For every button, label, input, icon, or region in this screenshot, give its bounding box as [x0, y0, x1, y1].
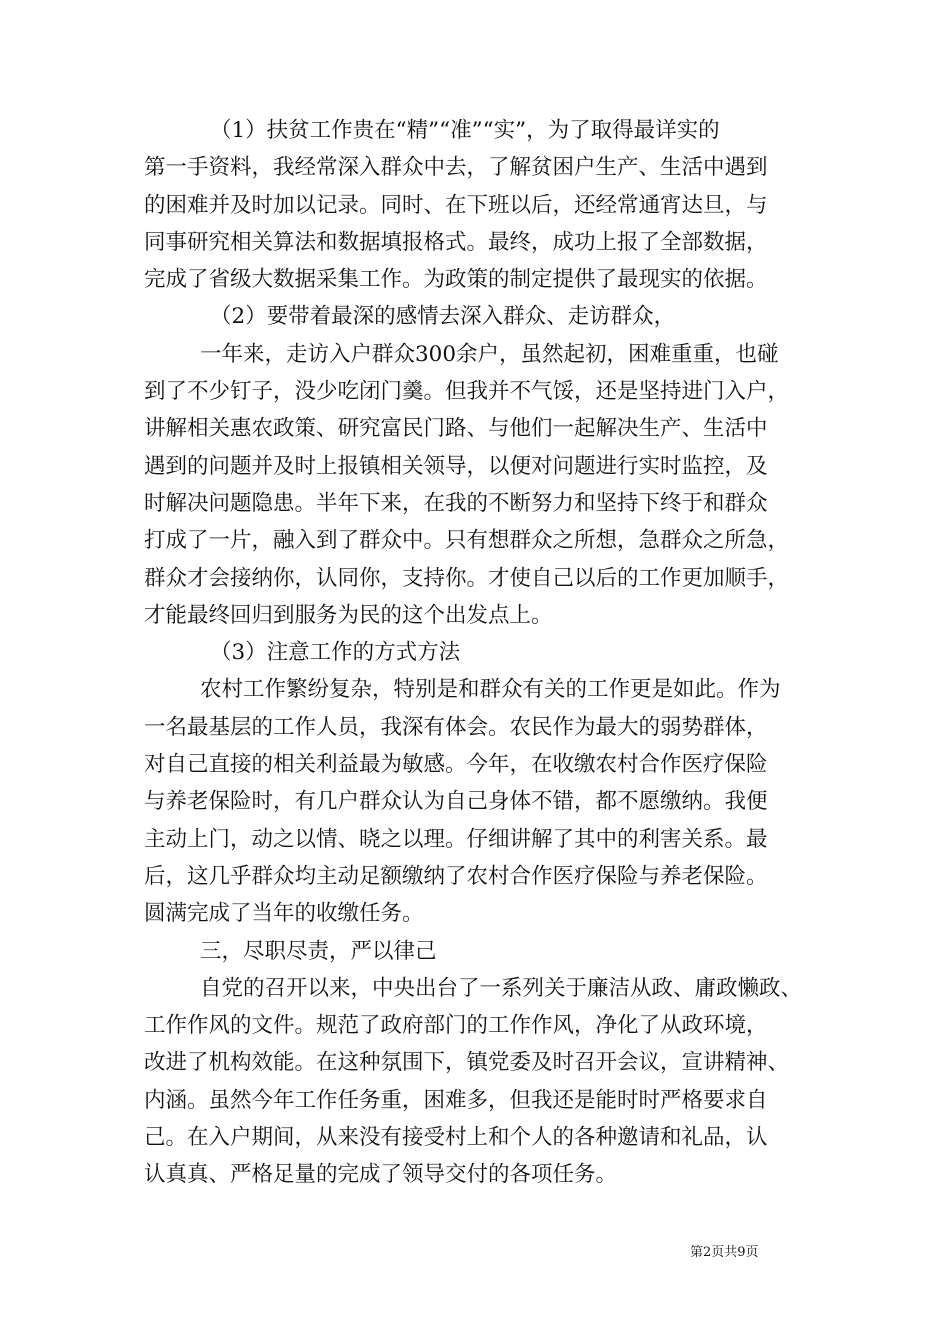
text-line: 后，这几乎群众均主动足额缴纳了农村合作医疗保险与养老保险。 [144, 863, 768, 889]
text-line: 到了不少钉子，没少吃闭门羹。但我并不气馁，还是坚持进门入户， [144, 379, 790, 405]
text-line: 才能最终回归到服务为民的这个出发点上。 [144, 602, 553, 628]
text-line: 第一手资料，我经常深入群众中去，了解贫困户生产、生活中遇到 [144, 155, 768, 181]
paragraph-3 [144, 336, 808, 634]
text-line: 自党的召开以来，中央出台了一系列关于廉洁从政、庸政懒政、 [200, 975, 803, 1001]
text-line: 内涵。虽然今年工作任务重，困难多，但我还是能时时严格要求自 [144, 1087, 768, 1113]
text-line: （1）扶贫工作贵在“精”“准”“实”，为了取得最详实的 [210, 118, 720, 143]
text-line: 圆满完成了当年的收缴任务。 [144, 901, 424, 927]
text-line: 一年来，走访入户群众300余户，虽然起初，困难重重，也碰 [200, 341, 779, 367]
text-line: 时解决问题隐患。半年下来，在我的不断努力和坚持下终于和群众 [144, 490, 768, 516]
text-line: 群众才会接纳你，认同你，支持你。才使自己以后的工作更加顺手， [144, 565, 790, 591]
text-line: 认真真、严格足量的完成了领导交付的各项任务。 [144, 1162, 618, 1188]
body-text [144, 112, 808, 1194]
text-line: 与养老保险时，有几户群众认为自己身体不错，都不愿缴纳。我便 [144, 789, 768, 815]
paragraph-2-heading [144, 298, 808, 335]
paragraph-1 [144, 112, 808, 298]
text-line: 对自己直接的相关利益最为敏感。今年，在收缴农村合作医疗保险 [144, 752, 768, 778]
text-line: 农村工作繁纷复杂，特别是和群众有关的工作更是如此。作为 [200, 677, 781, 703]
text-line: （3）注意工作的方式方法 [210, 640, 461, 666]
text-line: 遇到的问题并及时上报镇相关领导，以便对问题进行实时监控，及 [144, 453, 768, 479]
text-line: 完成了省级大数据采集工作。为政策的制定提供了最现实的依据。 [144, 267, 768, 293]
text-line: 三，尽职尽责，严以律己 [200, 938, 437, 964]
text-line: 改进了机构效能。在这种氛围下，镇党委及时召开会议，宣讲精神、 [144, 1050, 790, 1076]
text-line: 同事研究相关算法和数据填报格式。最终，成功上报了全部数据， [144, 229, 768, 255]
page-number: 第2页共9页 [690, 1245, 759, 1260]
text-line: 己。在入户期间，从来没有接受村上和个人的各种邀请和礼品，认 [144, 1125, 768, 1151]
paragraph-7 [144, 970, 808, 1194]
paragraph-4-heading [144, 634, 808, 671]
text-line: 讲解相关惠农政策、研究富民门路、与他们一起解决生产、生活中 [144, 416, 768, 442]
text-line: 工作作风的文件。规范了政府部门的工作作风，净化了从政环境， [144, 1013, 768, 1039]
text-line: 打成了一片，融入到了群众中。只有想群众之所想，急群众之所急， [144, 528, 790, 554]
text-line: 一名最基层的工作人员，我深有体会。农民作为最大的弱势群体， [144, 714, 768, 740]
paragraph-5 [144, 671, 808, 932]
section-heading [144, 933, 808, 970]
text-line: 的困难并及时加以记录。同时、在下班以后，还经常通宵达旦，与 [144, 192, 768, 218]
text-line: 主动上门，动之以情、晓之以理。仔细讲解了其中的利害关系。最 [144, 826, 768, 852]
text-line: （2）要带着最深的感情去深入群众、走访群众， [210, 304, 676, 330]
